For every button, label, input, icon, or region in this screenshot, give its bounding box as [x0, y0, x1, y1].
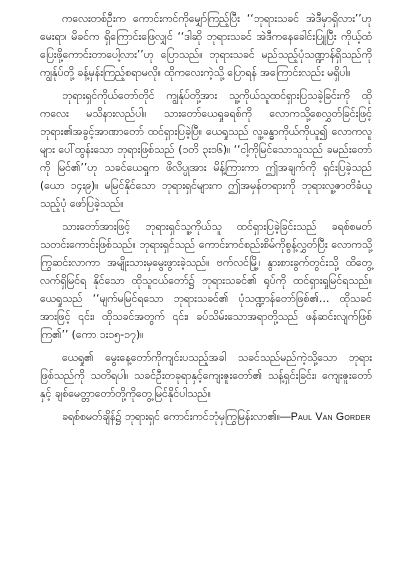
closing-paragraph — [40, 408, 372, 426]
paragraph-1: ကလေးတစ်ဦးက ကောင်းကင်ကိုမျှော်ကြည့်ပြီး ‘‘ဘုရားသခင် အဲဒီမှာရှိလား’’ဟု မေးရာ၊ မိခင်က ရှိကြောင်းဖြေလျှင် ‘‘ဒါဆို ဘုရားသခင် အဲဒီကနေခေါင်းပြူပြီး ကိုယ့်ထံပြေးဖို့ကောင်းတာပေါ့လား’’ဟု ပြောသည်။ ဘုရားသခင် မည်သည့်ပုံသဏ္ဍာန်ရှိသည်ကို ကျွန်ုပ်တို့ ခန့်မှန်းကြည့်စရာမလို။ ထိုကလေးကဲ့သို့ ပြောရန် အကြောင်းလည်း မရှိပါ။ — [40, 13, 372, 79]
author-signature: —Paul Van Gorder — [279, 411, 371, 423]
paragraph-2: ဘုရားရှင်ကိုယ်တော်တိုင် ကျွန်ုပ်တို့အား သူ့ကိုယ်သူထင်ရှားပြသခဲ့ခြင်းကို ထိုကလေး မသိနားလည်ပါ။ သားတော်ယေရှုခရစ်ကို လောကသို့စေလွှတ်ခြင်းဖြင့် ဘုရား၏အခွင့်အာဏာတော် ထင်ရှားပြခဲ့ပြီ။ ယေရှုသည် လူ့ခန္ဓာကိုယ်ကိုယူ၍ လောကလူများ ပေါ်ထွန်းသော ဘုရားဖြစ်သည် (၁တိ ၃း၁၆)။ ‘‘ငါ့ကိုမြင်သောသူသည် ခမည်းတော်ကို မြင်၏’’ဟု သခင်ယေရှုက ဖိလိပ္ပုအား မိန့်ကြားကာ ဤအချက်ကို ရှင်းပြခဲ့သည် (ယော ၁၄း၉)။ မမြင်နိုင်သော ဘုရားရှင်များက ဤအမှန်တရားကို ဘုရားလူ့ဇာတိခံယူသည့်ပုံ ဖော်ပြခဲ့သည်။ — [40, 90, 372, 210]
paragraph-3: သားတော်အားဖြင့် ဘုရားရှင်သူ့ကိုယ်သူ ထင်ရှားပြခဲ့ခြင်းသည် ခရစ်စမတ်သတင်းကောင်းဖြစ်သည်။ ဘုရားရှင်သည် ကောင်းကင်စည်းစိမ်ကိုစွန့်လွှတ်ပြီး လောကသို့ကြွဆင်းလာကာ အမျိုးသားမှမွေးဖွားခဲ့သည်။ ဗက်လင်မြို့၊ နွားစားခွက်တွင်းသို့ ထိတွေ့လက်ရှိမြင်ရ နိုင်သော ထိုသူငယ်တော်၌ ဘုရားသခင်၏ ရုပ်ကို ထင်ရှားရှုမြင်ရသည်။ ယေရှုသည် ‘‘မျက်မမြင်ရသော ဘုရားသခင်၏ ပုံသဏ္ဍာန်တော်ဖြစ်၏… ထိုသခင်အားဖြင့် ၎င်း၊ ထိုသခင်အတွက် ၎င်း၊ ခပ်သိမ်းသောအရာတို့သည် ဖန်ဆင်းလျက်ဖြစ်ကြ၏’’ (ကော ၁း၁၅-၁၇)။ — [40, 221, 372, 341]
closing-text: ခရစ်စမတ်ချိန်၌ ဘုရားရှင် ကောင်းကင်ဘုံမှကြွမြန်းလာ၏။ — [62, 411, 280, 423]
paragraph-4: ယေရှု၏ မွေးနေ့တော်ကိုကျင်းပသည့်အခါ သခင်သည်မည်ကဲ့သို့သော ဘုရားဖြစ်သည်ကို သတိရပါ။ သခင်ဦးတခုရာနှင့်ကျေးဇူးတော်၏ သန့်ရှင်းခြင်း၊ ကျေးဇူးတော်နှင့် ချစ်မေတ္တာတော်တို့ကိုတွေ့မြင်နိုင်ပါသည်။ — [40, 352, 372, 400]
